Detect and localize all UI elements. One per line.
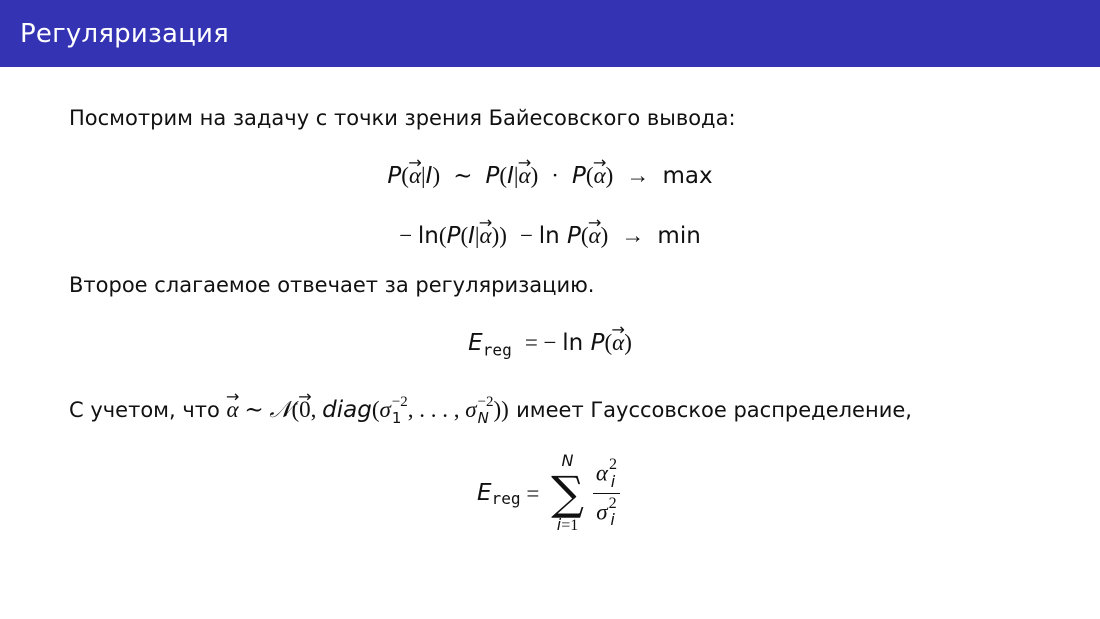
gauss-line: С учетом, что → α ∼ 𝒩(→ 0, diag(σ −2 1 , . . . , σ −2 N )) имеет Гауссовское распределение, bbox=[69, 395, 912, 426]
formula-ereg-sum: E reg = N ∑ i=1 α 2 i σ 2 i bbox=[0, 452, 1100, 534]
second-term-line: Второе слагаемое отвечает за регуляризацию. bbox=[69, 273, 595, 297]
formula-bayes: P(→ α|I) ∼ P(I|→ α) · P(→ α) → max bbox=[0, 164, 1100, 188]
formula-loglik: − ln(P(I|→ α)) − ln P(→ α) → min bbox=[0, 224, 1100, 248]
gauss-line-suffix: имеет Гауссовское распределение, bbox=[516, 398, 912, 423]
slide-header bbox=[0, 0, 1100, 67]
ln-operator: ln bbox=[538, 223, 560, 249]
sum-symbol: N ∑ i=1 bbox=[551, 451, 584, 534]
ln-operator: ln bbox=[417, 223, 439, 249]
reg-subscript: reg bbox=[482, 340, 512, 360]
sum-fraction: α 2 i σ 2 i bbox=[593, 457, 620, 530]
max-operator: max bbox=[662, 163, 713, 189]
gauss-line-prefix: С учетом, что bbox=[69, 398, 220, 423]
diag-operator: diag bbox=[322, 397, 372, 424]
formula-ereg: $E_{reg}$ = − ln P(→ α) bbox=[0, 331, 1100, 359]
reg-subscript: reg bbox=[491, 489, 521, 509]
min-operator: min bbox=[657, 223, 701, 249]
ln-operator: ln bbox=[562, 330, 584, 356]
intro-line: Посмотрим на задачу с точки зрения Байесовского вывода: bbox=[69, 106, 736, 130]
slide-title: Регуляризация bbox=[20, 19, 229, 49]
